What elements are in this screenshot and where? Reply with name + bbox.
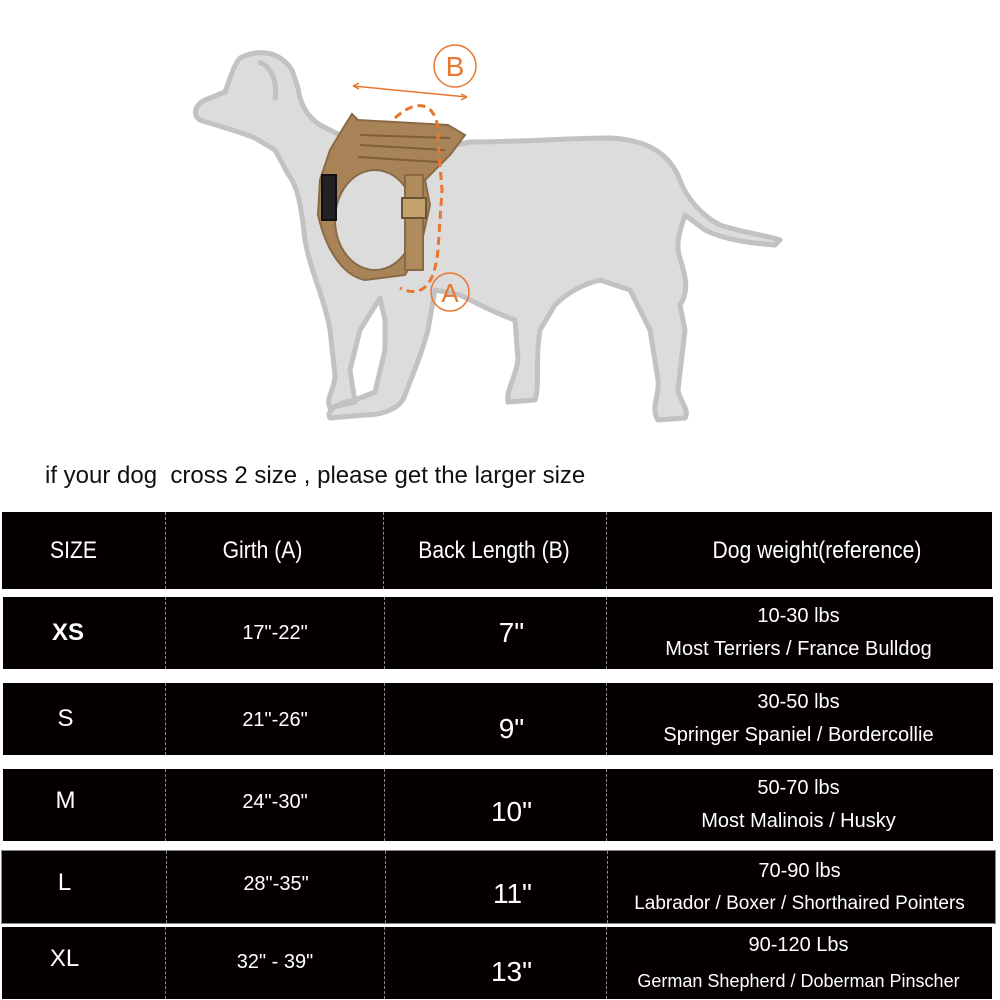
back-length-cell: 13" <box>490 956 533 987</box>
dog-silhouette <box>195 53 780 420</box>
back-length-cell: 7" <box>498 617 525 648</box>
weight-range: 10-30 lbs <box>757 605 840 627</box>
size-cell: S <box>57 705 74 732</box>
weight-range: 70-90 lbs <box>758 859 841 882</box>
girth-cell: 21"-26" <box>242 709 308 731</box>
table-row <box>1 850 996 924</box>
weight-cell <box>606 597 991 669</box>
table-row <box>2 927 992 999</box>
header-size: SIZE <box>50 536 97 564</box>
back-length-cell: 9" <box>498 713 525 744</box>
weight-cell <box>606 683 991 755</box>
girth-cell: 28"-35" <box>243 873 309 895</box>
header-girth: Girth (A) <box>222 536 303 564</box>
girth-cell: 24"-30" <box>242 791 308 813</box>
table-row <box>3 769 993 841</box>
back-length-cell: 11" <box>492 878 532 909</box>
size-cell: XS <box>51 619 84 646</box>
label-a: A <box>441 278 459 308</box>
weight-cell <box>606 769 991 841</box>
back-length-cell: 10" <box>490 796 533 827</box>
table-header <box>2 512 992 589</box>
dog-harness-illustration <box>180 30 800 450</box>
table-row <box>3 683 993 755</box>
breed-examples: Springer Spaniel / Bordercollie <box>663 724 934 746</box>
header-back-length: Back Length (B) <box>418 536 570 564</box>
table-row <box>3 597 993 669</box>
weight-cell <box>607 851 992 923</box>
label-b: B <box>445 51 465 82</box>
size-cell: M <box>55 787 76 814</box>
breed-examples: German Shepherd / Doberman Pinscher <box>637 971 960 991</box>
breed-examples: Most Malinois / Husky <box>701 810 896 832</box>
weight-range: 50-70 lbs <box>757 777 840 799</box>
size-cell: XL <box>49 945 80 972</box>
size-cell: L <box>57 869 72 896</box>
size-advice-note: if your dog cross 2 size , please get the larger size <box>45 462 586 489</box>
weight-range: 30-50 lbs <box>757 691 840 713</box>
weight-cell <box>606 927 991 999</box>
girth-cell: 17"-22" <box>242 621 308 644</box>
girth-cell: 32" - 39" <box>236 951 314 973</box>
breed-examples: Most Terriers / France Bulldog <box>665 638 932 660</box>
breed-examples: Labrador / Boxer / Shorthaired Pointers <box>634 892 965 914</box>
weight-range: 90-120 Lbs <box>748 934 849 956</box>
header-dog-weight: Dog weight(reference) <box>712 536 922 564</box>
